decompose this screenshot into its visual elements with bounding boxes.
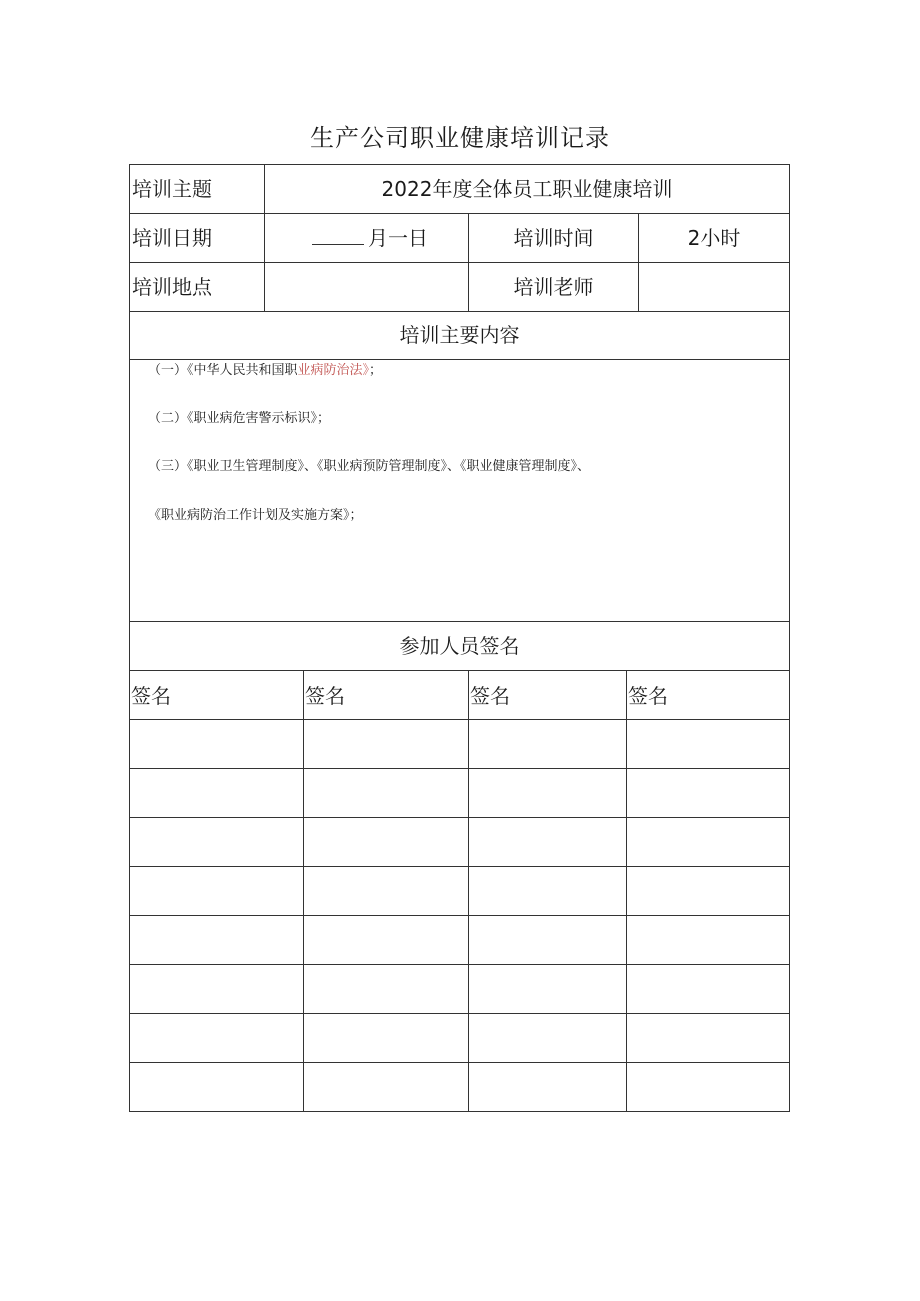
time-label: 培训时间 [513,226,594,250]
topic-label: 培训主题 [132,177,212,201]
date-label: 培训日期 [132,226,212,250]
content-item-2: （二）《职业病危害警示标识》； [148,411,331,426]
place-label: 培训地点 [132,275,212,299]
time-value: 2小时 [687,226,741,250]
teacher-label: 培训老师 [513,275,594,299]
content-item-3: （三）《职业卫生管理制度》、《职业病预防管理制度》、《职业健康管理制度》、 [148,459,591,474]
content-item-1-text: （一）《中华人民共和国职 [148,363,298,378]
content-item-1 [148,363,382,379]
signature-column-label: 签名 [305,684,345,708]
signature-column-label: 签名 [470,684,510,708]
date-value: 月一日 [368,226,428,250]
signatures-heading: 参加人员签名 [399,634,520,658]
signature-column-label: 签名 [131,684,171,708]
signature-column-label: 签名 [628,684,668,708]
content-heading: 培训主要内容 [399,323,520,347]
date-blank-line [312,228,364,245]
topic-value: 2022年度全体员工职业健康培训 [381,177,673,201]
content-item-1-tail: ； [369,363,383,378]
content-item-1-highlight: 业病防治法》 [297,363,370,378]
document-title: 生产公司职业健康培训记录 [310,124,610,152]
content-item-4: 《职业病防治工作计划及实施方案》； [148,508,363,523]
date-value-cell [312,228,428,248]
